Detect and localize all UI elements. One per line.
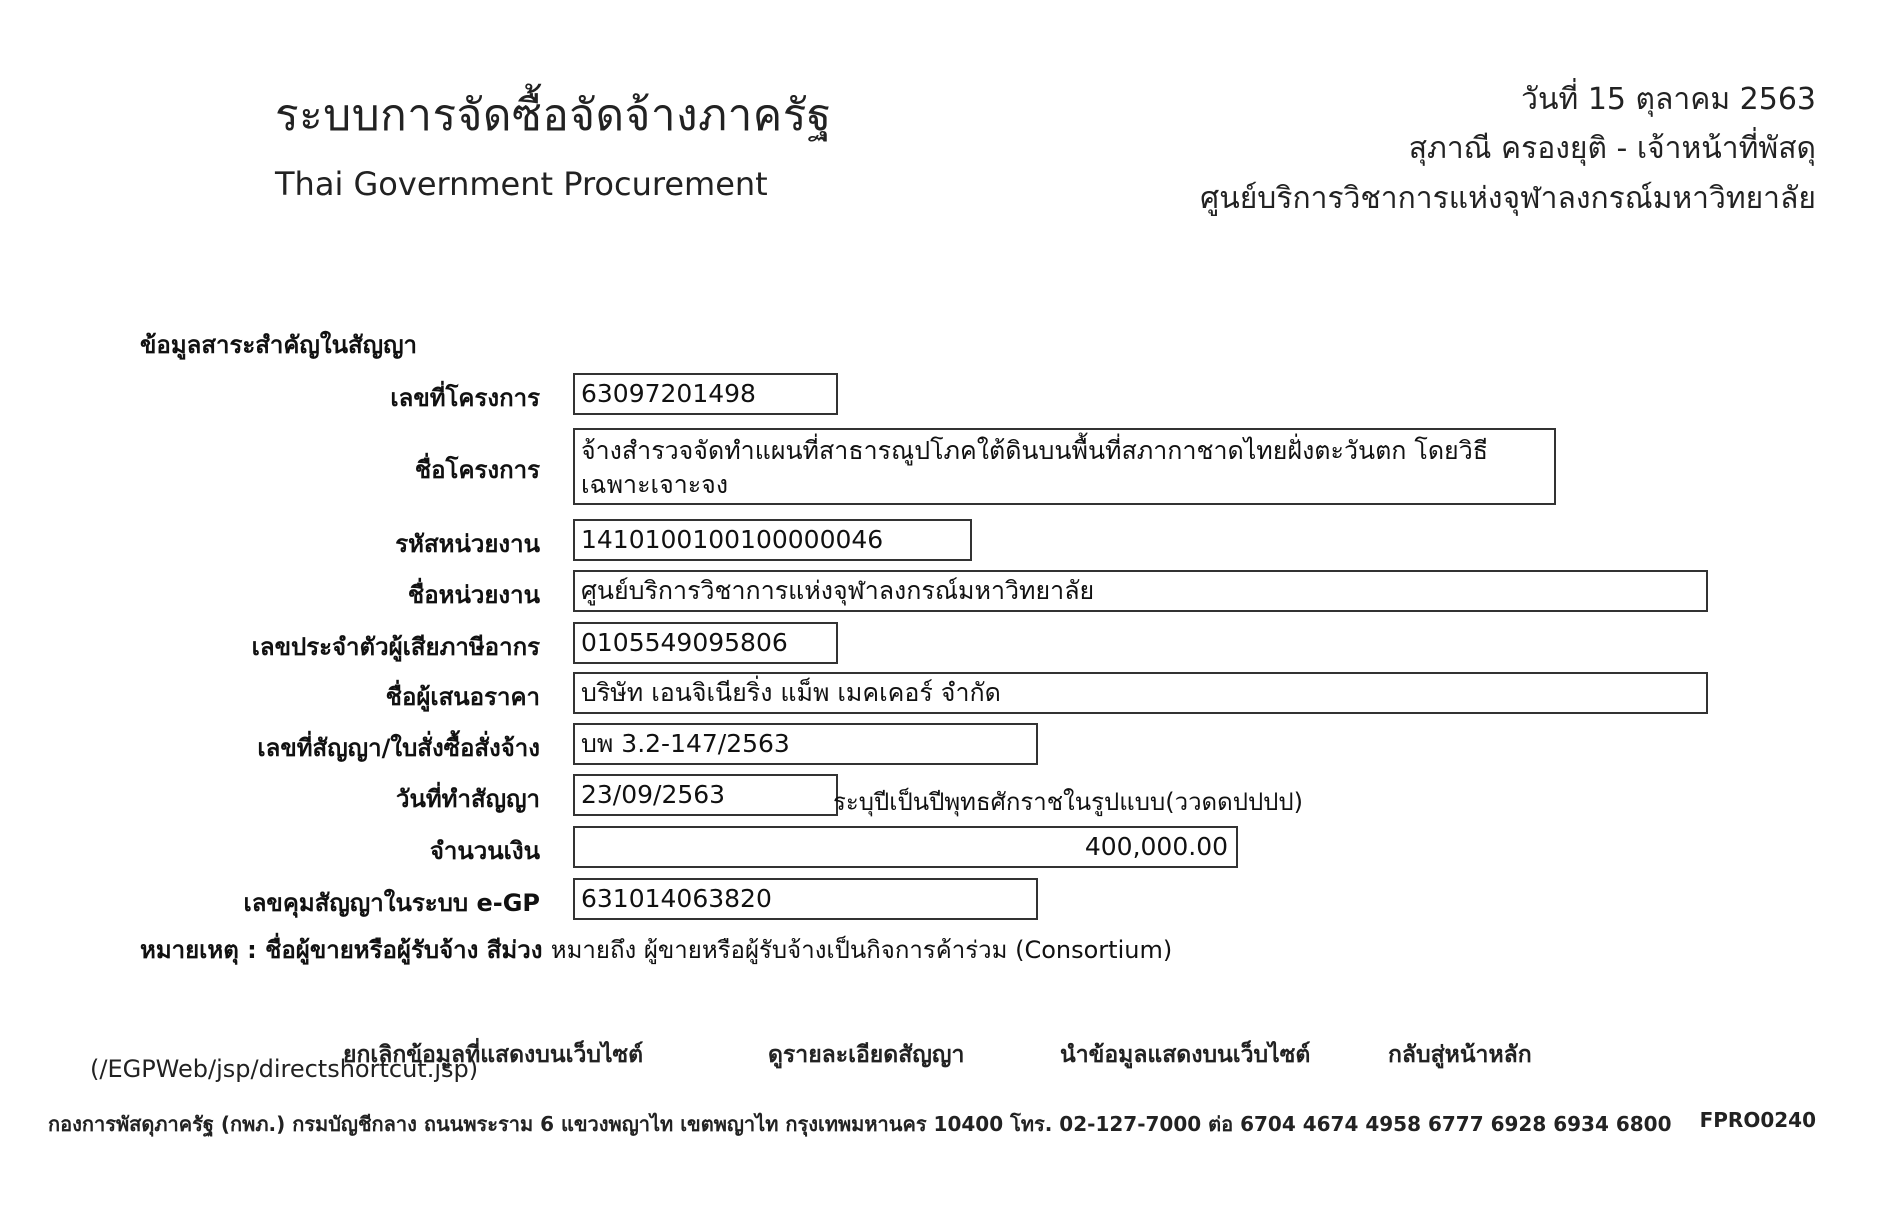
section-title: ข้อมูลสาระสำคัญในสัญญา <box>140 331 418 359</box>
view-contract-button[interactable]: ดูรายละเอียดสัญญา <box>768 1042 965 1068</box>
footer-page-code: FPRO0240 <box>1699 1108 1816 1132</box>
egp-contract-no-label: เลขคุมสัญญาในระบบ e-GP <box>243 889 540 917</box>
header-organization: ศูนย์บริการวิชาการแห่งจุฬาลงกรณ์มหาวิทยาลัย <box>1200 181 1816 216</box>
agency-name-field[interactable]: ศูนย์บริการวิชาการแห่งจุฬาลงกรณ์มหาวิทยาลัย <box>573 570 1708 612</box>
system-title-thai: ระบบการจัดซื้อจัดจ้างภาครัฐ <box>275 90 832 141</box>
cancel-display-button[interactable]: ยกเลิกข้อมูลที่แสดงบนเว็บไซต์ <box>343 1042 644 1068</box>
bidder-name-field[interactable]: บริษัท เอนจิเนียริ่ง แม็พ เมคเคอร์ จำกัด <box>573 672 1708 714</box>
project-no-field[interactable]: 63097201498 <box>573 373 838 415</box>
tax-id-label: เลขประจำตัวผู้เสียภาษีอากร <box>251 633 540 661</box>
system-title-english: Thai Government Procurement <box>275 165 768 203</box>
amount-field[interactable]: 400,000.00 <box>573 826 1238 868</box>
project-no-label: เลขที่โครงการ <box>390 384 540 412</box>
header-officer: สุภาณี ครองยุติ - เจ้าหน้าที่พัสดุ <box>1408 131 1816 166</box>
bidder-name-label: ชื่อผู้เสนอราคา <box>385 683 540 711</box>
tax-id-field[interactable]: 0105549095806 <box>573 622 838 664</box>
project-name-label: ชื่อโครงการ <box>414 456 540 484</box>
back-home-button[interactable]: กลับสู่หน้าหลัก <box>1388 1042 1532 1068</box>
publish-display-button[interactable]: นำข้อมูลแสดงบนเว็บไซต์ <box>1060 1042 1311 1068</box>
agency-code-label: รหัสหน่วยงาน <box>395 530 540 558</box>
shortcut-link-url[interactable]: (/EGPWeb/jsp/directshortcut.jsp) <box>90 1055 479 1083</box>
contract-no-label: เลขที่สัญญา/ใบสั่งซื้อสั่งจ้าง <box>257 734 540 762</box>
contract-date-field[interactable]: 23/09/2563 <box>573 774 838 816</box>
contract-date-label: วันที่ทำสัญญา <box>395 785 540 813</box>
agency-name-label: ชื่อหน่วยงาน <box>407 581 540 609</box>
contract-date-hint: ระบุปีเป็นปีพุทธศักราชในรูปแบบ(ววดดปปปป) <box>833 788 1304 816</box>
remark-prefix: หมายเหตุ : ชื่อผู้ขายหรือผู้รับจ้าง <box>140 936 479 964</box>
remark-highlight: สีม่วง <box>486 936 543 964</box>
remark-suffix: หมายถึง ผู้ขายหรือผู้รับจ้างเป็นกิจการค้าร่วม (Consortium) <box>550 936 1173 964</box>
egp-contract-no-field[interactable]: 631014063820 <box>573 878 1038 920</box>
agency-code-field[interactable]: 1410100100100000046 <box>573 519 972 561</box>
project-name-field[interactable]: จ้างสำรวจจัดทำแผนที่สาธารณูปโภคใต้ดินบนพื้นที่สภากาชาดไทยฝั่งตะวันตก โดยวิธีเฉพาะเจาะจง <box>573 428 1556 505</box>
footer-address: กองการพัสดุภาครัฐ (กพภ.) กรมบัญชีกลาง ถนนพระราม 6 แขวงพญาไท เขตพญาไท กรุงเทพมหานคร 10400 โทร. 02-127-7000 ต่อ 6704 4674 4958 6777 6928 6934 6800 <box>48 1112 1672 1136</box>
header-date: วันที่ 15 ตุลาคม 2563 <box>1521 82 1816 117</box>
contract-no-field[interactable]: บพ 3.2-147/2563 <box>573 723 1038 765</box>
remark-note <box>140 930 1172 969</box>
amount-label: จำนวนเงิน <box>429 837 540 865</box>
